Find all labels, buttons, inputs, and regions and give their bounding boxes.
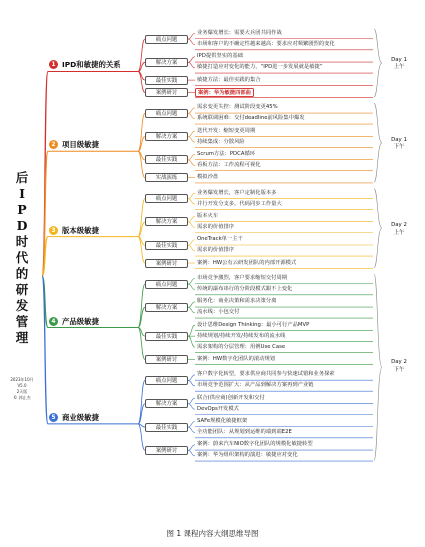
section-title: 产品级敏捷: [62, 316, 99, 326]
connector: [138, 424, 145, 450]
connector: [188, 302, 195, 308]
leaf-item: 业务爆发增长，客户定制化版本多: [197, 189, 277, 196]
meta-line: 2天版: [16, 389, 28, 394]
category-node: 案例研讨: [145, 355, 188, 364]
connector: [188, 245, 195, 251]
connector: [188, 336, 195, 347]
leaf-item: 持续集成：分散风险: [197, 138, 245, 145]
section-number-badge: 3: [49, 226, 58, 235]
category-node: 最佳实践: [145, 155, 188, 164]
section-node: [49, 315, 99, 328]
day-label-line: Day 1: [391, 56, 407, 63]
day-label-line: 上午: [393, 64, 405, 71]
connector: [374, 103, 382, 182]
connector: [188, 62, 195, 68]
leaf-item: DevOps开发模式: [197, 405, 239, 412]
leaf-item: 系统联调困难：交付deadline前风险集中爆发: [197, 115, 305, 122]
connector: [188, 34, 195, 40]
section-number-badge: 2: [49, 140, 58, 149]
category-node: 解决方案: [145, 303, 188, 312]
category-node: 解决方案: [145, 217, 188, 226]
leaf-item: 案例：HW公有云研发团队的内部开源模式: [197, 259, 297, 266]
connector: [188, 131, 195, 137]
title-char: 代: [15, 250, 29, 265]
leaf-item: 市场和客户的不确定性越来越高：要求应对频繁剧烈的变化: [197, 41, 335, 48]
title-char: 研: [15, 282, 29, 297]
day-label: [386, 222, 412, 237]
connector: [188, 154, 195, 160]
category-node: 最佳实践: [145, 332, 188, 341]
connector: [188, 222, 195, 228]
leaf-item: 服务化：商业决策和需求决策分离: [197, 298, 277, 305]
connector: [188, 193, 195, 199]
category-node: 痛点问题: [145, 376, 188, 385]
connector: [188, 108, 195, 114]
leaf-item: 传统的瀑布串行的分阶段模式跟不上变化: [197, 286, 293, 293]
leaf-item: OneTrack单一主干: [197, 236, 243, 243]
leaf-item: 设计思维Design Thinking：最小可行产品MVP: [197, 321, 310, 328]
leaf-item: 敏捷打造应对变化的能力，“IPD进一步发展就是敏捷”: [197, 64, 323, 71]
leaf-item: 案例：华为组织架构的演进：敏捷应对变化: [197, 452, 298, 459]
connector: [188, 450, 195, 456]
category-node: 痛点问题: [145, 280, 188, 289]
leaf-item: 需求的价值排序: [197, 224, 235, 230]
section-title: 项目级敏捷: [62, 140, 99, 150]
day-label: [386, 137, 412, 152]
title-char: 理: [15, 330, 29, 345]
title-char: 发: [15, 298, 29, 313]
meta-line: 2023年10月: [10, 377, 34, 382]
section-title: IPD和敏捷的关系: [62, 60, 121, 70]
day-label-line: Day 2: [391, 359, 407, 366]
leaf-item: 敏捷方法：最佳实践的集合: [197, 76, 261, 83]
section-title: 版本级敏捷: [62, 225, 99, 235]
leaf-item: 并行开发分支多，代码同步工作量大: [197, 200, 282, 207]
connector: [188, 284, 195, 290]
vertical-title: [14, 170, 30, 346]
category-node: 实战演练: [145, 173, 188, 182]
connector: [188, 375, 195, 381]
connector: [188, 216, 195, 222]
connector: [188, 199, 195, 205]
section-number-badge: 1: [49, 60, 58, 69]
leaf-item: 需求的价值排序: [197, 247, 235, 254]
leaf-item: 需求架构的分层管理：用例Use Case: [197, 343, 286, 350]
connector: [188, 240, 195, 246]
day-label: [386, 57, 412, 72]
day-label: [386, 359, 412, 374]
meta-line: V5.0: [17, 383, 27, 388]
day-label-line: 下午: [393, 366, 405, 373]
category-node: 案例研讨: [145, 259, 188, 268]
connector: [188, 307, 195, 313]
category-node: 最佳实践: [145, 241, 188, 250]
section-number-badge: 4: [49, 317, 58, 326]
title-char: 管: [15, 314, 29, 329]
connector: [188, 113, 195, 119]
connector: [188, 380, 195, 386]
highlight-case-leaf: 案例：华为敏捷四部曲: [195, 88, 254, 97]
category-node: 解决方案: [145, 132, 188, 141]
connector: [188, 404, 195, 410]
category-node: 最佳实践: [145, 423, 188, 432]
section-node: [49, 411, 99, 424]
section-title: 商业级敏捷: [62, 412, 99, 422]
category-node: 痛点问题: [145, 194, 188, 203]
day-label-line: 下午: [393, 144, 405, 151]
leaf-item: 市场竞争激烈，客户要求缩短交付周期: [197, 275, 288, 281]
title-char: 后: [15, 170, 29, 185]
leaf-item: IPD提供坚实的基础: [197, 53, 243, 60]
leaf-item: 客户数字化转型，要求供应商共同参与快速试错和业务探索: [197, 371, 335, 378]
category-node: 案例研讨: [145, 446, 188, 455]
section-node: [49, 224, 99, 237]
leaf-item: Scrum方法：PDCA循环: [197, 150, 256, 157]
category-node: 痛点问题: [145, 35, 188, 44]
category-node: 解决方案: [145, 58, 188, 67]
meta-line: © 郭止杰: [13, 395, 31, 400]
day-label-line: Day 2: [391, 222, 407, 229]
category-node: 最佳实践: [145, 76, 188, 85]
leaf-item: 市场竞争范围扩大：从产品到解决方案再到产业链: [197, 382, 314, 389]
title-char: 的: [15, 266, 29, 281]
figure-caption: 图 1 课程内容大纲思维导图: [166, 529, 259, 538]
connector: [188, 398, 195, 404]
title-char: D: [16, 218, 28, 233]
title-char: I: [19, 186, 25, 201]
leaf-item: 案例：蔚来汽车NIO数字化团队的规模化敏捷转型: [197, 441, 313, 448]
version-meta: [2, 377, 42, 401]
connector: [138, 284, 145, 327]
section-number-badge: 5: [49, 413, 58, 422]
connector: [188, 39, 195, 45]
connector: [188, 427, 195, 433]
connector: [188, 160, 195, 166]
leaf-item: 版本火车: [197, 212, 219, 219]
section-node: [49, 58, 121, 71]
connector: [188, 279, 195, 285]
leaf-item: 模拟沙盘: [197, 174, 219, 181]
connector: [188, 445, 195, 451]
connector: [138, 380, 145, 423]
category-node: 案例研讨: [145, 88, 188, 97]
connector: [374, 274, 382, 460]
leaf-item: 全功能团队：从规划到运维的端到端E2E: [197, 429, 292, 436]
leaf-item: SAFe规模化敏捷框架: [197, 418, 248, 424]
leaf-item: 联合(供应商)创新开发和交付: [197, 394, 265, 401]
connector: [374, 189, 382, 268]
connector: [188, 325, 195, 336]
category-node: 痛点问题: [145, 109, 188, 118]
connector: [374, 29, 382, 97]
category-node: 解决方案: [145, 399, 188, 408]
leaf-item: 看板方法：工作流程可视化: [197, 161, 261, 168]
connector: [138, 71, 145, 92]
day-label-line: Day 1: [391, 136, 407, 143]
title-char: P: [17, 202, 27, 217]
leaf-item: 持续规划/持续开发/持续发布的流水线: [197, 332, 286, 339]
leaf-item: 需求变更失控：测试阶段变更45%: [197, 104, 278, 111]
section-node: [49, 138, 99, 151]
connector: [188, 422, 195, 428]
connector: [188, 57, 195, 63]
title-char: 时: [15, 234, 29, 249]
day-label-line: 上午: [393, 229, 405, 236]
connector: [188, 137, 195, 143]
leaf-item: 案例：HW数字化团队的滚动规划: [197, 355, 276, 362]
leaf-item: 迭代开发：缩短变更周期: [197, 127, 256, 134]
leaf-item: 业务爆发增长：需要大兵团共同作战: [197, 30, 282, 36]
leaf-item: 流水线：小包交付: [197, 309, 240, 316]
